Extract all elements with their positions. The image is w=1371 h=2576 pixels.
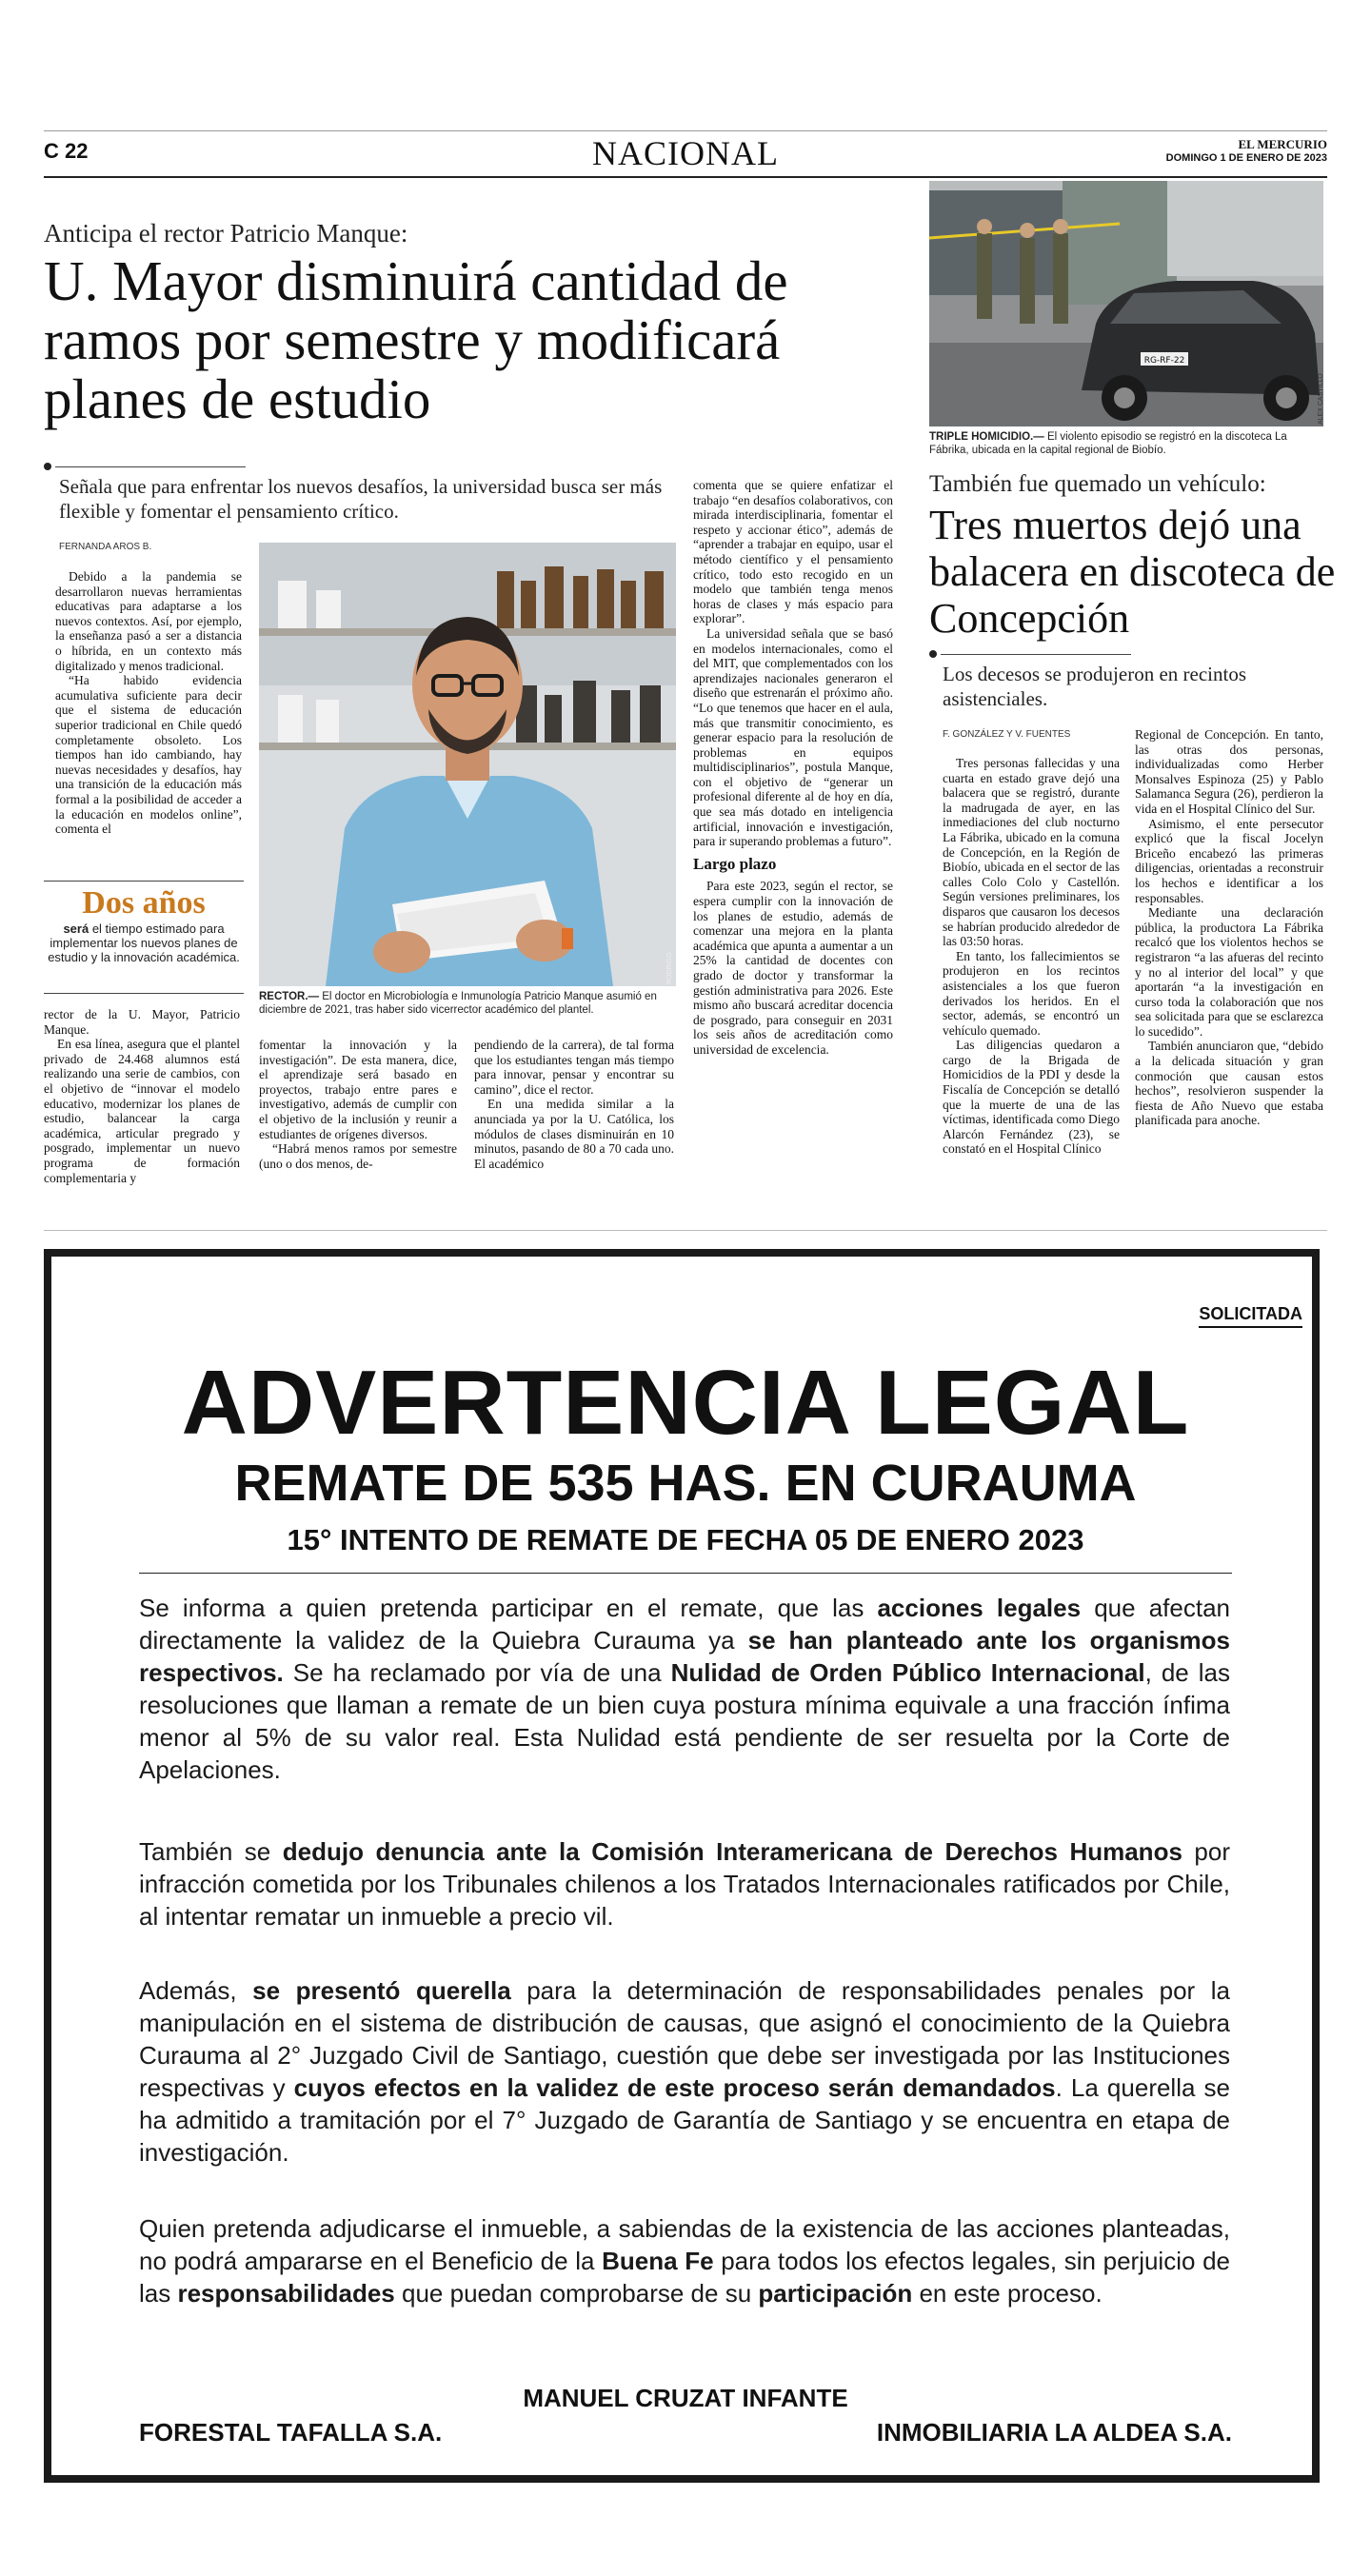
text-run: que puedan comprobarse de su: [394, 2279, 759, 2308]
main-column-3: [474, 1038, 674, 1171]
rector-photo-illustration: [259, 543, 676, 986]
ad-title: ADVERTENCIA LEGAL: [181, 1352, 1190, 1454]
caption-text: El violento episodio se registró en la discoteca La Fábrika, ubicada en la capital regional de Biobío.: [929, 431, 1287, 456]
caption-lead: TRIPLE HOMICIDIO.—: [929, 431, 1044, 443]
paragraph: Regional de Concepción. En tanto, las otras dos personas, individualizadas como Herber Monsalves Espinoza (25) y Pablo Salamanca Segura (26), perdieron la vida en el Hospital Clínico del Sur.: [1135, 727, 1323, 816]
side-column-1: [943, 756, 1120, 1157]
text-run: Se ha reclamado por vía de una: [283, 1658, 671, 1687]
issue-date: DOMINGO 1 DE ENERO DE 2023: [1165, 152, 1327, 164]
section-title: NACIONAL: [592, 134, 779, 172]
rector-photo-caption: [259, 990, 680, 1017]
side-headline-bullet: [929, 650, 937, 658]
ad-subtitle: REMATE DE 535 HAS. EN CURAUMA: [234, 1455, 1137, 1512]
bold-run: responsabilidades: [177, 2279, 395, 2308]
page-number: C 22: [44, 139, 89, 163]
bold-run: Nulidad de Orden Público Internacional: [670, 1658, 1145, 1687]
main-column-4: [693, 478, 893, 1058]
side-headline-rule: [941, 654, 1131, 655]
ad-tag: SOLICITADA: [1199, 1304, 1302, 1328]
main-kicker: Anticipa el rector Patricio Manque:: [44, 219, 408, 248]
ad-subtitle-2: 15° INTENTO DE REMATE DE FECHA 05 DE ENERO 2023: [287, 1523, 1084, 1556]
paragraph: “Ha habido evidencia acumulativa suficiente para decir que el sistema de educación superior tradicional en Chile quedó completamente obsoleto. Los tiempos han ido cambiando, hay nuevas necesidades y desafíos, hay una transición de la educación más formal a la posibilidad de acceder a la educación en modelos online”, comenta el: [55, 673, 242, 837]
paragraph: fomentar la innovación y la investigación”. De esta manera, dice, el aprendizaje será basado en proyectos, trabajo entre pares e investigativo, además de cumplir con el objetivo de la inclusión y reunir a estudiantes de orígenes diversos.: [259, 1038, 457, 1141]
bold-run: se han planteado ante los organismos respectivos.: [139, 1626, 1230, 1687]
main-deck: Señala que para enfrentar los nuevos desafíos, la universidad busca ser más flexible y fomentar el pensamiento crítico.: [59, 475, 663, 523]
side-deck: Los decesos se produjeron en recintos asistenciales.: [943, 663, 1246, 710]
page-separator: [44, 1230, 1327, 1231]
callout-body: el tiempo estimado para implementar los nuevos planes de estudio y la innovación académica.: [48, 921, 240, 964]
paragraph: En tanto, los fallecimientos se produjeron en los recintos asistenciales a los que fueron derivados los heridos. En el sector, además, se encontró un vehículo quemado.: [943, 948, 1120, 1038]
paragraph: En esa línea, asegura que el plantel privado de 24.468 alumnos está realizando una serie de cambios, con el objetivo de “innovar el modelo educativo, modernizar los planes de estudio, balancear la carga académica, articular pregrado y posgrado, implementar un nuevo programa de formación complementaria y: [44, 1037, 240, 1185]
text-run: Se informa a quien pretenda participar en el remate, que las: [139, 1594, 878, 1622]
text-run: Además,: [139, 1976, 253, 2005]
subhead: Largo plazo: [693, 854, 777, 873]
header-bottom-rule: [44, 176, 1327, 178]
callout-rule-bottom: [44, 993, 244, 994]
header-top-rule: [44, 130, 1327, 131]
text-run: que afectan directamente la validez de la Quiebra Curauma ya: [139, 1594, 1230, 1655]
ad-rule: [139, 1573, 1232, 1574]
side-column-2: [1135, 727, 1323, 1128]
photo-credit: RODRIGO: [666, 952, 673, 984]
callout-rule-top: [44, 881, 244, 882]
callout-text: [44, 921, 244, 964]
ad-paragraph-3: [139, 1974, 1230, 2169]
bold-run: Buena Fe: [602, 2247, 714, 2275]
text-run: para la determinación de responsabilidades penales por la manipulación en el sistema de distribución de causas, que asignó el conocimiento de la Quiebra Curauma al 2° Juzgado Civil de Santiago, cuestión que debe ser investigada por las Instituciones respectivas y: [139, 1976, 1230, 2102]
signer-right: INMOBILIARIA LA ALDEA S.A.: [876, 2418, 1232, 2447]
text-run: . La querella se ha admitido a tramitación por el 7° Juzgado de Garantía de Santiago y se encuentra en etapa de investigación.: [139, 2073, 1230, 2167]
bold-run: se presentó querella: [252, 1976, 511, 2005]
ad-paragraph-1: [139, 1592, 1230, 1786]
paragraph: Asimismo, el ente persecutor explicó que la fiscal Jocelyn Briceño encabezó las primeras diligencias, orientadas a reconstruir los hechos e identificar a los responsables.: [1135, 816, 1323, 905]
text-run: Quien pretenda adjudicarse el inmueble, a sabiendas de la existencia de las acciones planteadas, no podrá ampararse en el Beneficio de la: [139, 2214, 1230, 2275]
paragraph: Las diligencias quedaron a cargo de la Brigada de Homicidios de la PDI y desde la Fiscalía de Concepción se detalló que la muerte de una de las víctimas, identificada como Diego Alarcón Fernández (23), se constató en el Hospital Clínico: [943, 1038, 1120, 1157]
license-plate: RG-RF-22: [1143, 356, 1185, 366]
rector-photo: [259, 543, 676, 986]
text-run: para todos los efectos legales, sin perjuicio de las: [139, 2247, 1231, 2308]
callout-figure: Dos años: [82, 885, 206, 921]
paragraph: Para este 2023, según el rector, se espera cumplir con la innovación de los planes de estudio, además de comenzar una mejora en la planta académica que apunta a aumentar a un 25% la cantidad de docentes con grado de doctor y transformar la gestión administrativa para 2026. Este mismo año buscará acreditar docencia de posgrado, para conseguir en 2031 los seis años de acreditación como universidad de excelencia.: [693, 879, 893, 1057]
callout-lead: será: [63, 921, 89, 936]
caption-lead: RECTOR.—: [259, 991, 320, 1002]
bold-run: dedujo denuncia ante la Comisión Interamericana de Derechos Humanos: [282, 1837, 1182, 1866]
bold-run: acciones legales: [877, 1594, 1082, 1622]
paragraph: También anunciaron que, “debido a la delicada situación y gran conmoción que causan estos hechos”, resolvieron suspender la fiesta de Año Nuevo que estaba planificada para anoche.: [1135, 1039, 1323, 1128]
headline-rule: [55, 466, 246, 467]
crime-photo-caption: [929, 430, 1325, 457]
newspaper-name: EL MERCURIO: [1238, 137, 1327, 151]
masthead: [1166, 137, 1327, 164]
callout-box: [44, 885, 244, 964]
crime-scene-photo: [929, 181, 1323, 426]
headline-bullet: [44, 463, 51, 470]
main-headline: U. Mayor disminuirá cantidad de ramos por semestre y modificará planes de estudio: [44, 249, 788, 430]
paragraph: Tres personas fallecidas y una cuarta en estado grave dejó una balacera que se registró, durante la madrugada de ayer, en las inmediaciones del club nocturno La Fábrika, ubicado en la comuna de Concepción, en la Región de Biobío, ubicada en el sector de las calles Colo Colo y Castellón. Según versiones preliminares, los disparos que causaron los decesos se habrían producido alrededor de las 03:50 horas.: [943, 756, 1120, 949]
side-photo-credit: ALEX CASTILLO: [1318, 373, 1324, 425]
paragraph: comenta que se quiere enfatizar el trabajo “en desafíos colaborativos, con mirada interdisciplinaria, fomentar el respeto y accionar ético”, además de “aprender a trabajar en equipo, usar el método científico y el pensamiento crítico, todo esto recogido en un modelo que también tenga menos horas de clases y más espacio para explorar”.: [693, 478, 893, 626]
signer-left: FORESTAL TAFALLA S.A.: [139, 2418, 443, 2447]
text-run: en este proceso.: [912, 2279, 1103, 2308]
paragraph: “Habrá menos ramos por semestre (uno o dos menos, de-: [259, 1141, 457, 1171]
text-run: , de las resoluciones que llaman a remate de un bien cuya postura mínima equivale a una fracción ínfima menor al 5% de su valor real. Esta Nulidad está pendiente de ser resuelta por la Corte de Apelaciones.: [139, 1658, 1231, 1784]
main-column-1b: [44, 1007, 240, 1185]
paragraph: Debido a la pandemia se desarrollaron nuevas herramientas educativas para adaptarse a los nuevos contextos. Así, por ejemplo, la enseñanza pasó a ser a distancia o híbrida, en un contexto más digitalizado y menos tradicional.: [55, 569, 242, 673]
main-column-1: [55, 569, 242, 837]
bold-run: cuyos efectos en la validez de este proceso serán demandados: [293, 2073, 1056, 2102]
paragraph: La universidad señala que se basó en modelos internacionales, como el del MIT, que complementados con los aprendizajes nacionales generaron el diseño que estrenarán el próximo año. “Lo que tenemos que hacer en el aula, más que transmitir conocimiento, es generar espacio para la resolución de problemas en equipos multidisciplinarios”, postula Manque, con el objetivo de “generar un profesional diferente al de hoy en día, que sea más dotado en inteligencia artificial, innovación e investigación, para ir superando problemas a futuro”.: [693, 625, 893, 849]
signer-center: MANUEL CRUZAT INFANTE: [523, 2384, 848, 2412]
text-run: por infracción cometida por los Tribunales chilenos a los Tratados Internacionales ratificados por Chile, al intentar rematar un inmueble a precio vil.: [139, 1837, 1230, 1931]
bold-run: participación: [758, 2279, 913, 2308]
crime-scene-illustration: [929, 181, 1323, 426]
main-column-2: [259, 1038, 457, 1171]
paragraph: rector de la U. Mayor, Patricio Manque.: [44, 1007, 240, 1037]
text-run: También se: [139, 1837, 283, 1866]
paragraph: Mediante una declaración pública, la productora La Fábrika recalcó que los violentos hechos se registraron “a las afueras del recinto y no al interior del local” y que aportarán “a la investigación en curso toda la colaboración que nos sea solicitada para que se esclarezca lo sucedido”.: [1135, 905, 1323, 1039]
paragraph: En una medida similar a la anunciada ya por la U. Católica, los módulos de clases disminuirán en 10 minutos, pasando de 80 a 70 cada uno. El académico: [474, 1097, 674, 1171]
ad-paragraph-4: [139, 2212, 1230, 2309]
side-headline: Tres muertos dejó una balacera en discoteca de Concepción: [929, 502, 1336, 642]
ad-paragraph-2: [139, 1835, 1230, 1932]
caption-text: El doctor en Microbiología e Inmunología Patricio Manque asumió en diciembre de 2021, tras haber sido vicerrector académico del plantel.: [259, 991, 657, 1016]
side-byline: F. GONZÁLEZ Y V. FUENTES: [943, 729, 1071, 740]
main-byline: FERNANDA AROS B.: [59, 542, 152, 552]
side-kicker: También fue quemado un vehículo:: [929, 471, 1266, 497]
paragraph: pendiendo de la carrera), de tal forma que los estudiantes tengan más tiempo para innovar, pensar y encontrar su camino”, dice el rector.: [474, 1038, 674, 1097]
